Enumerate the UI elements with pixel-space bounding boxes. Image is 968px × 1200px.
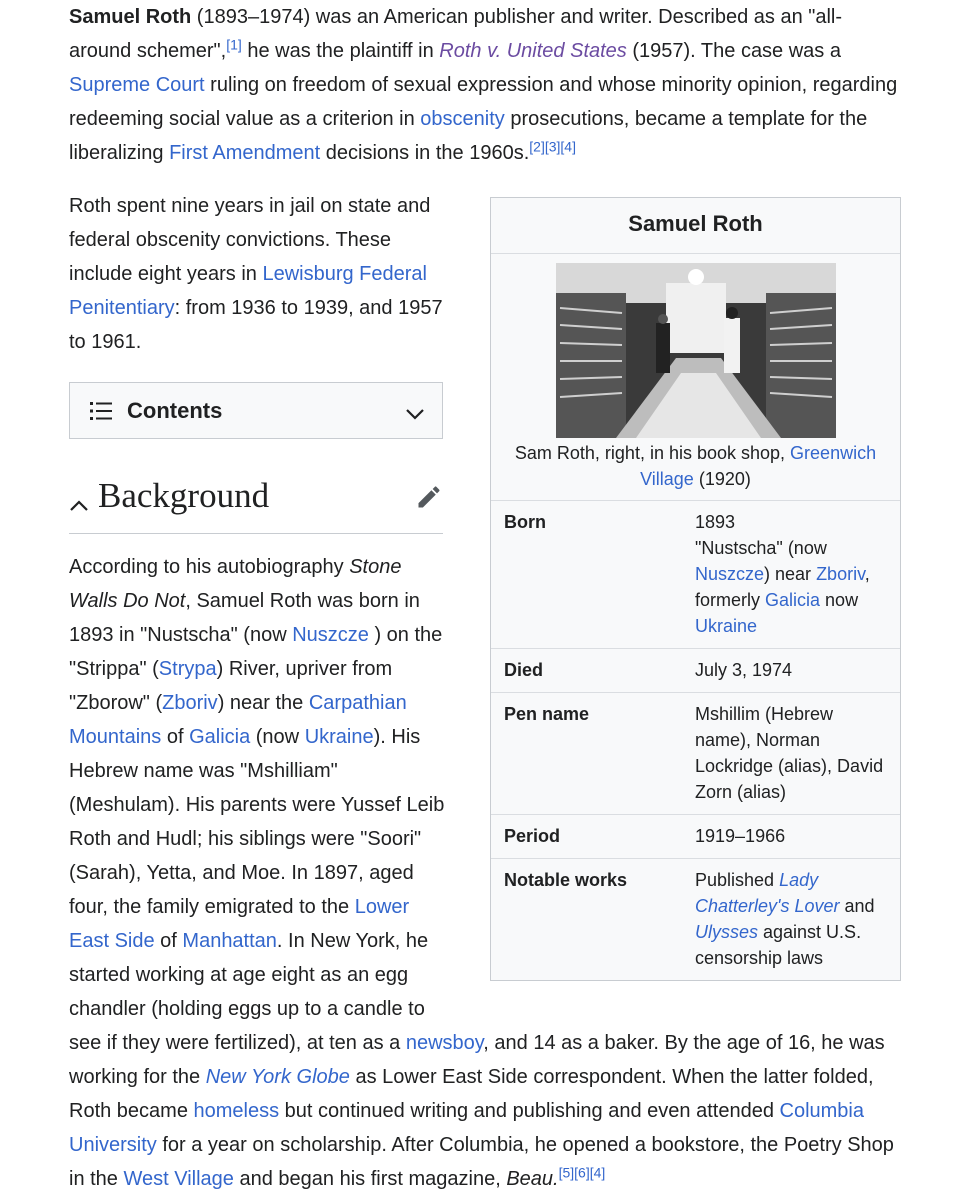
manhattan-link[interactable]: Manhattan (182, 930, 277, 952)
died-value: July 3, 1974 (695, 660, 793, 680)
born-label: Born (504, 512, 546, 532)
born-zboriv-link[interactable]: Zboriv (816, 564, 865, 584)
second-paragraph: Roth spent nine years in jail on state and federal obscenity convictions. These include eight years in Lewisburg Federal Penitentiary: from 1936 to 1939, and 1957 to 1961. (69, 195, 443, 353)
galicia-link[interactable]: Galicia (189, 726, 251, 748)
infobox-row-pen-name (491, 693, 900, 815)
infobox-row-period (491, 815, 900, 859)
notable-works-label: Notable works (504, 870, 628, 890)
section-title: Background (98, 476, 270, 515)
roth-v-us-link[interactable]: Roth v. United States (439, 40, 627, 62)
columbia-university-link[interactable]: Columbia University (69, 1100, 864, 1156)
infobox-title: Samuel Roth (491, 198, 900, 254)
list-bullet-icon (89, 399, 113, 423)
chevron-up-icon[interactable] (69, 495, 89, 515)
citation-2[interactable]: [2] (529, 138, 545, 155)
supreme-court-link[interactable]: Supreme Court (69, 74, 205, 96)
citation-1[interactable]: [1] (226, 36, 242, 53)
citation-4[interactable]: [4] (560, 138, 576, 155)
contents-label: Contents (127, 397, 223, 423)
infobox (490, 197, 901, 981)
subject-name: Samuel Roth (69, 6, 192, 28)
west-village-link[interactable]: West Village (123, 1168, 234, 1190)
lower-east-side-link[interactable]: Lower East Side (69, 896, 410, 952)
ukraine-link[interactable]: Ukraine (304, 726, 374, 748)
book-shop-photo[interactable] (556, 263, 836, 438)
died-label: Died (504, 660, 544, 680)
lady-chatterley-link[interactable]: Lady Chatterley's Lover (695, 870, 840, 916)
zboriv-link[interactable]: Zboriv (162, 692, 218, 714)
citation-6[interactable]: [6] (574, 1164, 590, 1181)
newsboy-link[interactable]: newsboy (405, 1032, 484, 1054)
ulysses-link[interactable]: Ulysses (695, 922, 759, 942)
citation-4b[interactable]: [4] (589, 1164, 606, 1181)
pen-name-label: Pen name (504, 704, 590, 724)
book-title: Stone Walls Do Not (69, 556, 402, 612)
greenwich-village-link[interactable]: Greenwich Village (640, 443, 877, 489)
born-ukraine-link[interactable]: Ukraine (695, 616, 758, 636)
section-background-header (69, 473, 443, 534)
magazine-title: Beau. (506, 1168, 559, 1190)
period-value: 1919–1966 (695, 826, 786, 846)
lewisburg-link[interactable]: Lewisburg Federal Penitentiary (69, 263, 427, 319)
strypa-link[interactable]: Strypa (158, 658, 217, 680)
homeless-link[interactable]: homeless (193, 1100, 280, 1122)
born-galicia-link[interactable]: Galicia (765, 590, 821, 610)
pen-name-value: Mshillim (Hebrew name), Norman Lockridge (alias), David Zorn (alias) (695, 704, 884, 802)
notable-works-value: Published Lady Chatterley's Lover and Ulysses against U.S. censorship laws (695, 870, 875, 968)
background-paragraph: According to his autobiography Stone Walls Do Not, Samuel Roth was born in 1893 in "Nustscha" (now Nuszcze ) on the "Strippa" (Strypa) River, upriver from "Zborow" (Zboriv) near the Carpathian Mountains of Galicia (now Ukraine). His Hebrew name was "Mshilliam" (Meshulam). His parents were Yussef Leib Roth and Hudl; his siblings were "Soori" (Sarah), Yetta, and Moe. In 1897, aged four, the family emigrated to the Lower East Side of Manhattan. In New York, he started working at age eight as an egg chandler (holding eggs up to a candle to see if they were fertilized), at ten as a newsboy, and 14 as a baker. By the age of 16, he was working for the New York Globe as Lower East Side correspondent. When the latter folded, Roth became homeless but continued writing and publishing and even attended Columbia University for a year on scholarship. After Columbia, he opened a bookstore, the Poetry Shop in the West Village and began his first magazine, Beau.[5][6][4] (69, 556, 894, 1190)
contents-toggle[interactable] (69, 382, 443, 439)
lead-paragraph: Samuel Roth (1893–1974) was an American publisher and writer. Described as an "all-around schemer",[1] he was the plaintiff in Roth v. United States (1957). The case was a Supreme Court ruling on freedom of sexual expression and whose minority opinion, regarding redeeming social value as a criterion in obscenity prosecutions, became a template for the liberalizing First Amendment decisions in the 1960s.[2][3][4] (69, 6, 898, 164)
new-york-globe-link[interactable]: New York Globe (205, 1066, 350, 1088)
born-nuszcze-link[interactable]: Nuszcze (695, 564, 765, 584)
citation-5[interactable]: [5] (558, 1164, 575, 1181)
infobox-row-died (491, 649, 900, 693)
period-label: Period (504, 826, 561, 846)
obscenity-link[interactable]: obscenity (420, 108, 505, 130)
pencil-icon[interactable] (415, 483, 443, 511)
article-body (69, 0, 901, 1196)
carpathian-mountains-link[interactable]: Carpathian Mountains (69, 692, 407, 748)
infobox-caption: Sam Roth, right, in his book shop, Greenwich Village (1920) (514, 443, 877, 489)
infobox-row-notable-works (491, 859, 900, 980)
citation-3[interactable]: [3] (544, 138, 561, 155)
first-amendment-link[interactable]: First Amendment (169, 142, 321, 164)
nuszcze-link[interactable]: Nuszcze (292, 624, 369, 646)
born-value: 1893 "Nustscha" (now Nuszcze) near Zboriv, formerly Galicia now Ukraine (695, 512, 870, 636)
infobox-row-born (491, 501, 900, 649)
chevron-down-icon (404, 403, 426, 425)
